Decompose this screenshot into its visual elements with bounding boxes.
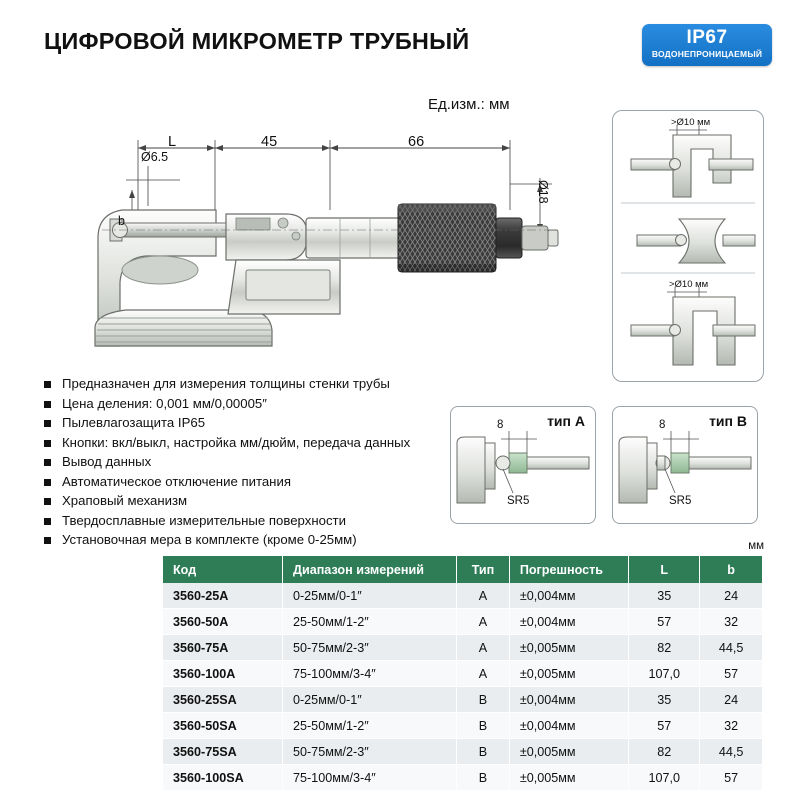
cell-code: 3560-50SA xyxy=(163,713,282,739)
cell-range: 25-50мм/1-2″ xyxy=(282,609,456,635)
application-examples-svg xyxy=(613,111,763,381)
column-header-range: Диапазон измерений xyxy=(282,556,456,583)
cell-b: 24 xyxy=(700,583,763,609)
cell-code: 3560-25SA xyxy=(163,687,282,713)
ip67-badge xyxy=(642,24,772,66)
micrometer-svg xyxy=(40,118,600,368)
type-b-title: тип B xyxy=(709,413,747,429)
cell-code: 3560-100A xyxy=(163,661,282,687)
feature-text: Автоматическое отключение питания xyxy=(62,473,291,489)
cell-accuracy: ±0,005мм xyxy=(509,739,628,765)
square-bullet-icon xyxy=(44,420,51,427)
table-row[interactable] xyxy=(163,609,763,635)
cell-b: 57 xyxy=(700,765,763,791)
cell-accuracy: ±0,004мм xyxy=(509,713,628,739)
table-row[interactable] xyxy=(163,635,763,661)
table-row[interactable] xyxy=(163,583,763,609)
cell-b: 57 xyxy=(700,661,763,687)
list-item xyxy=(44,415,464,431)
square-bullet-icon xyxy=(44,518,51,525)
cell-l: 57 xyxy=(629,713,700,739)
cell-code: 3560-50A xyxy=(163,609,282,635)
feature-text: Кнопки: вкл/выкл, настройка мм/дюйм, передача данных xyxy=(62,434,411,450)
cell-code: 3560-75SA xyxy=(163,739,282,765)
square-bullet-icon xyxy=(44,440,51,447)
dim-diameter-6-5: Ø6.5 xyxy=(141,150,169,164)
feature-text: Предназначен для измерения толщины стенки трубы xyxy=(62,376,390,391)
application-examples-panel xyxy=(612,110,764,382)
units-label: Ед.изм.: мм xyxy=(428,96,510,113)
list-item xyxy=(44,474,464,490)
ip67-badge-sub: ВОДОНЕПРОНИЦАЕМЫЙ xyxy=(651,49,763,59)
cell-code: 3560-100SA xyxy=(163,765,282,791)
app-note-bottom: >Ø10 мм xyxy=(669,279,709,290)
cell-l: 35 xyxy=(629,583,700,609)
column-header-l: L xyxy=(629,556,700,583)
cell-type: A xyxy=(457,635,510,661)
list-item xyxy=(44,513,464,529)
cell-code: 3560-25A xyxy=(163,583,282,609)
cell-type: A xyxy=(457,609,510,635)
square-bullet-icon xyxy=(44,479,51,486)
cell-range: 50-75мм/2-3″ xyxy=(282,635,456,661)
dim-b: b xyxy=(118,214,125,228)
feature-text: Установочная мера в комплекте (кроме 0-25мм) xyxy=(62,532,357,547)
cell-l: 107,0 xyxy=(629,661,700,687)
cell-type: A xyxy=(457,661,510,687)
table-row[interactable] xyxy=(163,687,763,713)
cell-type: B xyxy=(457,713,510,739)
cell-range: 50-75мм/2-3″ xyxy=(282,739,456,765)
dim-L: L xyxy=(168,134,177,150)
cell-l: 82 xyxy=(629,635,700,661)
cell-type: B xyxy=(457,739,510,765)
cell-code: 3560-75A xyxy=(163,635,282,661)
cell-type: B xyxy=(457,687,510,713)
type-a-title: тип A xyxy=(547,413,585,429)
cell-accuracy: ±0,005мм xyxy=(509,661,628,687)
square-bullet-icon xyxy=(44,381,51,388)
cell-accuracy: ±0,004мм xyxy=(509,583,628,609)
feature-text: Пылевлагозащита IP65 xyxy=(62,415,206,430)
cell-range: 75-100мм/3-4″ xyxy=(282,661,456,687)
list-item xyxy=(44,493,464,509)
feature-text: Вывод данных xyxy=(62,454,152,469)
square-bullet-icon xyxy=(44,401,51,408)
cell-b: 32 xyxy=(700,713,763,739)
cell-b: 24 xyxy=(700,687,763,713)
cell-l: 107,0 xyxy=(629,765,700,791)
type-b-radius: SR5 xyxy=(669,495,692,507)
cell-range: 25-50мм/1-2″ xyxy=(282,713,456,739)
cell-type: B xyxy=(457,765,510,791)
ip67-badge-main: IP67 xyxy=(686,27,728,48)
square-bullet-icon xyxy=(44,459,51,466)
list-item xyxy=(44,376,464,392)
cell-l: 82 xyxy=(629,739,700,765)
column-header-code: Код xyxy=(163,556,282,583)
cell-type: A xyxy=(457,583,510,609)
table-header-row xyxy=(163,556,763,583)
list-item xyxy=(44,454,464,470)
page-title: ЦИФРОВОЙ МИКРОМЕТР ТРУБНЫЙ xyxy=(44,28,470,54)
list-item xyxy=(44,532,464,548)
cell-l: 35 xyxy=(629,687,700,713)
feature-text: Твердосплавные измерительные поверхности xyxy=(62,512,346,528)
micrometer-drawing xyxy=(40,118,600,368)
type-a-dim: 8 xyxy=(497,419,504,431)
specifications-table xyxy=(163,556,763,791)
type-a-radius: SR5 xyxy=(507,495,530,507)
cell-accuracy: ±0,004мм xyxy=(509,609,628,635)
cell-l: 57 xyxy=(629,609,700,635)
square-bullet-icon xyxy=(44,537,51,544)
cell-range: 0-25мм/0-1″ xyxy=(282,583,456,609)
table-row[interactable] xyxy=(163,713,763,739)
dim-45: 45 xyxy=(261,134,278,150)
list-item xyxy=(44,396,464,412)
list-item xyxy=(44,435,464,451)
dim-diameter-18: Ø18 xyxy=(536,180,550,204)
cell-range: 0-25мм/0-1″ xyxy=(282,687,456,713)
app-note-top: >Ø10 мм xyxy=(671,117,711,128)
cell-b: 44,5 xyxy=(700,635,763,661)
feature-list xyxy=(44,376,464,552)
column-header-type: Тип xyxy=(457,556,510,583)
cell-accuracy: ±0,005мм xyxy=(509,765,628,791)
table-row[interactable] xyxy=(163,661,763,687)
table-row[interactable] xyxy=(163,739,763,765)
type-b-panel xyxy=(612,406,758,524)
column-header-accuracy: Погрешность xyxy=(509,556,628,583)
table-row[interactable] xyxy=(163,765,763,791)
feature-text: Цена деления: 0,001 мм/0,00005″ xyxy=(62,395,267,411)
table-units-note: мм xyxy=(748,540,764,552)
type-a-panel xyxy=(450,406,596,524)
square-bullet-icon xyxy=(44,498,51,505)
cell-accuracy: ±0,004мм xyxy=(509,687,628,713)
cell-range: 75-100мм/3-4″ xyxy=(282,765,456,791)
cell-b: 44,5 xyxy=(700,739,763,765)
cell-b: 32 xyxy=(700,609,763,635)
type-b-dim: 8 xyxy=(659,419,666,431)
dim-66: 66 xyxy=(408,134,425,150)
cell-accuracy: ±0,005мм xyxy=(509,635,628,661)
feature-text: Храповый механизм xyxy=(62,493,188,508)
column-header-b: b xyxy=(700,556,763,583)
